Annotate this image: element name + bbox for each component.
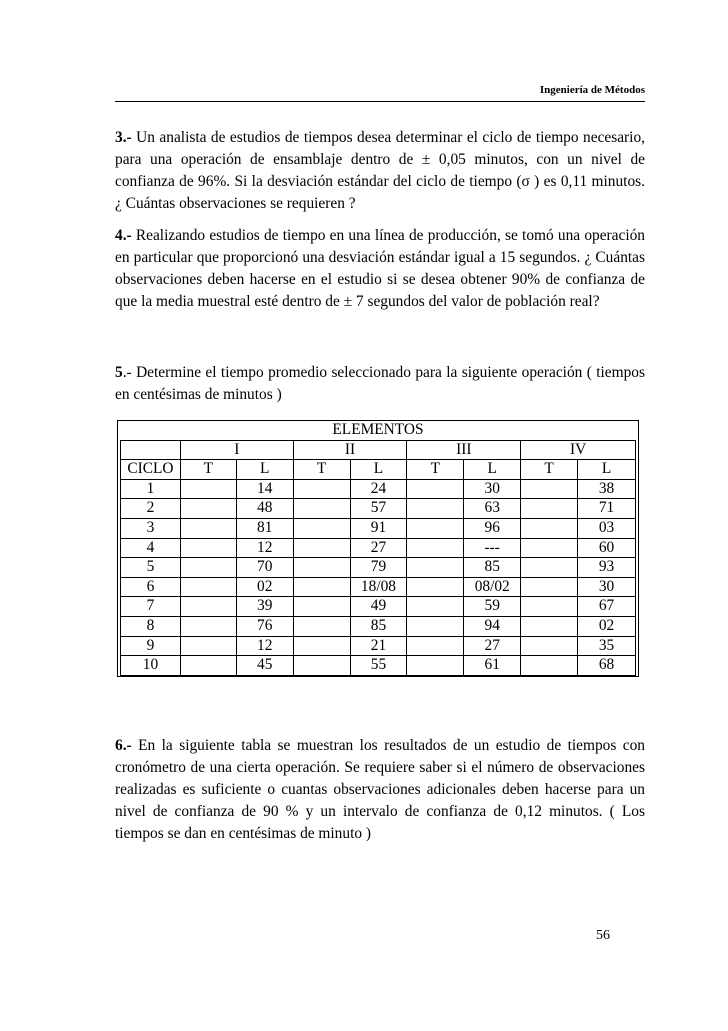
elements-table (120, 421, 636, 676)
cycle-cell: 3 (121, 518, 181, 538)
time-cell (407, 518, 464, 538)
cycle-cell: 5 (121, 558, 181, 578)
time-cell (293, 636, 350, 656)
time-cell (521, 577, 578, 597)
time-cell: 27 (464, 636, 521, 656)
time-cell: 14 (236, 479, 293, 499)
table-row (121, 577, 636, 597)
time-cell: 08/02 (464, 577, 521, 597)
time-cell: 76 (236, 616, 293, 636)
elements-table-frame (117, 420, 639, 677)
table-row (121, 518, 636, 538)
page-header: Ingeniería de Métodos (539, 84, 645, 96)
problem-5-text: .- Determine el tiempo promedio seleccionado para la siguiente operación ( tiempos en centésimas de minutos ) (115, 364, 645, 403)
time-cell (407, 636, 464, 656)
sub-header-t4: T (521, 460, 578, 480)
time-cell (521, 538, 578, 558)
time-cell (293, 538, 350, 558)
time-cell: 30 (464, 479, 521, 499)
time-cell (521, 479, 578, 499)
time-cell (180, 499, 236, 519)
time-cell: 49 (350, 597, 407, 617)
time-cell (180, 518, 236, 538)
time-cell: 30 (578, 577, 636, 597)
time-cell (521, 518, 578, 538)
time-cell: 81 (236, 518, 293, 538)
table-body (121, 479, 636, 675)
problem-3-number: 3.- (115, 129, 132, 146)
time-cell (293, 577, 350, 597)
table-row (121, 538, 636, 558)
group-header-row (121, 440, 636, 460)
time-cell (293, 616, 350, 636)
sub-header-l3: L (464, 460, 521, 480)
cycle-cell: 4 (121, 538, 181, 558)
page-number: 56 (596, 928, 610, 943)
table-row (121, 656, 636, 676)
table-row (121, 616, 636, 636)
time-cell: 21 (350, 636, 407, 656)
time-cell: --- (464, 538, 521, 558)
time-cell: 91 (350, 518, 407, 538)
time-cell (293, 479, 350, 499)
time-cell: 68 (578, 656, 636, 676)
time-cell (180, 538, 236, 558)
group-header-2: II (293, 440, 407, 460)
time-cell (407, 538, 464, 558)
sub-header-l1: L (236, 460, 293, 480)
sub-header-row (121, 460, 636, 480)
time-cell: 45 (236, 656, 293, 676)
time-cell: 96 (464, 518, 521, 538)
cycle-cell: 10 (121, 656, 181, 676)
problem-6-number: 6.- (115, 737, 132, 754)
table-title: ELEMENTOS (332, 421, 424, 438)
time-cell (407, 479, 464, 499)
time-cell: 57 (350, 499, 407, 519)
table-title-row (121, 421, 636, 440)
time-cell: 12 (236, 636, 293, 656)
header-divider (115, 101, 645, 102)
time-cell: 12 (236, 538, 293, 558)
table-row (121, 479, 636, 499)
time-cell (521, 597, 578, 617)
cycle-cell: 9 (121, 636, 181, 656)
time-cell (407, 558, 464, 578)
time-cell: 85 (350, 616, 407, 636)
sub-header-t2: T (293, 460, 350, 480)
time-cell: 60 (578, 538, 636, 558)
time-cell (180, 636, 236, 656)
table-row (121, 597, 636, 617)
sub-header-t3: T (407, 460, 464, 480)
time-cell: 70 (236, 558, 293, 578)
time-cell (407, 597, 464, 617)
time-cell: 59 (464, 597, 521, 617)
table-row (121, 499, 636, 519)
time-cell (180, 558, 236, 578)
time-cell: 71 (578, 499, 636, 519)
time-cell (180, 656, 236, 676)
time-cell: 03 (578, 518, 636, 538)
time-cell (293, 558, 350, 578)
time-cell: 39 (236, 597, 293, 617)
time-cell: 55 (350, 656, 407, 676)
cycle-cell: 6 (121, 577, 181, 597)
time-cell: 18/08 (350, 577, 407, 597)
cycle-cell: 8 (121, 616, 181, 636)
time-cell (521, 499, 578, 519)
problem-3-text: Un analista de estudios de tiempos desea determinar el ciclo de tiempo necesario, para una operación de ensamblaje dentro de ± 0,05 minutos, con un nivel de confianza de 96%. Si la desviación estándar del ciclo de tiempo (σ ) es 0,11 minutos. ¿ Cuántas observaciones se requieren ? (115, 129, 645, 212)
group-header-3: III (407, 440, 521, 460)
time-cell (180, 479, 236, 499)
sub-header-t1: T (180, 460, 236, 480)
time-cell: 27 (350, 538, 407, 558)
cycle-header: CICLO (121, 460, 181, 480)
time-cell (293, 656, 350, 676)
sub-header-l2: L (350, 460, 407, 480)
group-header-1: I (180, 440, 293, 460)
time-cell (407, 616, 464, 636)
sub-header-l4: L (578, 460, 636, 480)
problem-5-number: 5 (115, 364, 123, 381)
time-cell (293, 518, 350, 538)
problem-6-text: En la siguiente tabla se muestran los resultados de un estudio de tiempos con cronómetro de una cierta operación. Se requiere saber si el número de observaciones realizadas es suficiente o cuantas observaciones adicionales deben hacerse para un nivel de confianza de 90 % y un intervalo de confianza de 0,12 minutos. ( Los tiempos se dan en centésimas de minuto ) (115, 737, 645, 842)
time-cell: 79 (350, 558, 407, 578)
time-cell: 61 (464, 656, 521, 676)
group-header-blank (121, 440, 181, 460)
time-cell: 94 (464, 616, 521, 636)
time-cell (521, 636, 578, 656)
time-cell (180, 616, 236, 636)
problem-5 (115, 362, 645, 406)
time-cell (407, 499, 464, 519)
time-cell (521, 558, 578, 578)
cycle-cell: 7 (121, 597, 181, 617)
time-cell: 63 (464, 499, 521, 519)
problem-4-number: 4.- (115, 227, 132, 244)
time-cell: 02 (236, 577, 293, 597)
time-cell (293, 597, 350, 617)
time-cell (521, 656, 578, 676)
time-cell (293, 499, 350, 519)
time-cell: 67 (578, 597, 636, 617)
time-cell (407, 656, 464, 676)
time-cell: 48 (236, 499, 293, 519)
time-cell (521, 616, 578, 636)
time-cell: 02 (578, 616, 636, 636)
time-cell: 93 (578, 558, 636, 578)
table-row (121, 558, 636, 578)
time-cell: 35 (578, 636, 636, 656)
group-header-4: IV (521, 440, 636, 460)
time-cell (180, 577, 236, 597)
time-cell (180, 597, 236, 617)
cycle-cell: 2 (121, 499, 181, 519)
time-cell (407, 577, 464, 597)
time-cell: 38 (578, 479, 636, 499)
problem-4-text: Realizando estudios de tiempo en una línea de producción, se tomó una operación en particular que proporcionó una desviación estándar igual a 15 segundos. ¿ Cuántas observaciones deben hacerse en el estudio si se desea obtener 90% de confianza de que la media muestral esté dentro de ± 7 segundos del valor de población real? (115, 227, 645, 310)
time-cell: 24 (350, 479, 407, 499)
table-row (121, 636, 636, 656)
problem-4 (115, 225, 645, 313)
cycle-cell: 1 (121, 479, 181, 499)
problem-6 (115, 735, 645, 845)
time-cell: 85 (464, 558, 521, 578)
problem-3 (115, 127, 645, 215)
